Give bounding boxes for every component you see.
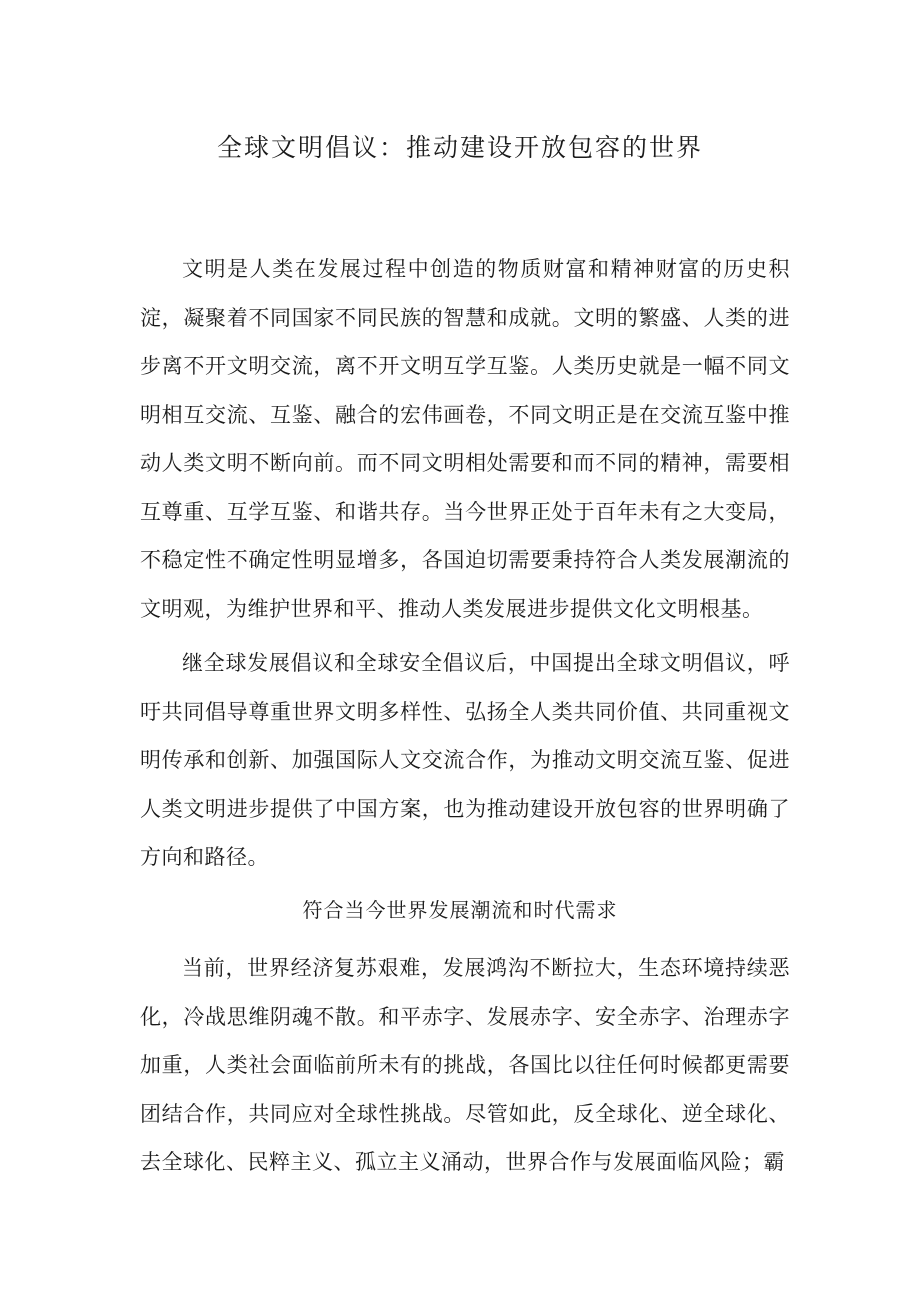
document-title: 全球文明倡议：推动建设开放包容的世界 [216, 133, 703, 162]
section-heading: 符合当今世界发展潮流和时代需求 [302, 898, 618, 922]
paragraph-global-initiative: 继全球发展倡议和全球安全倡议后，中国提出全球文明倡议，呼吁共同倡导尊重世界文明多样性、弘扬全人类共同价值、共同重视文明传承和创新、加强国际人文交流合作，为推动文明交流互鉴、促进人类文明进步提供了中国方案，也为推动建设开放包容的世界明确了方向和路径。 [140, 651, 790, 869]
paragraph-civilization-intro: 文明是人类在发展过程中创造的物质财富和精神财富的历史积淀，凝聚着不同国家不同民族的智慧和成就。文明的繁盛、人类的进步离不开文明交流，离不开文明互学互鉴。人类历史就是一幅不同文明相互交流、互鉴、融合的宏伟画卷，不同文明正是在交流互鉴中推动人类文明不断向前。而不同文明相处需要和而不同的精神，需要相互尊重、互学互鉴、和谐共存。当今世界正处于百年未有之大变局，不稳定性不确定性明显增多，各国迫切需要秉持符合人类发展潮流的文明观，为维护世界和平、推动人类发展进步提供文化文明根基。 [140, 257, 790, 621]
paragraph-current-challenges: 当前，世界经济复苏艰难，发展鸿沟不断拉大，生态环境持续恶化，冷战思维阴魂不散。和平赤字、发展赤字、安全赤字、治理赤字加重，人类社会面临前所未有的挑战，各国比以往任何时候都更需要团结合作，共同应对全球性挑战。尽管如此，反全球化、逆全球化、去全球化、民粹主义、孤立主义涌动，世界合作与发展面临风险；霸 [140, 956, 790, 1174]
